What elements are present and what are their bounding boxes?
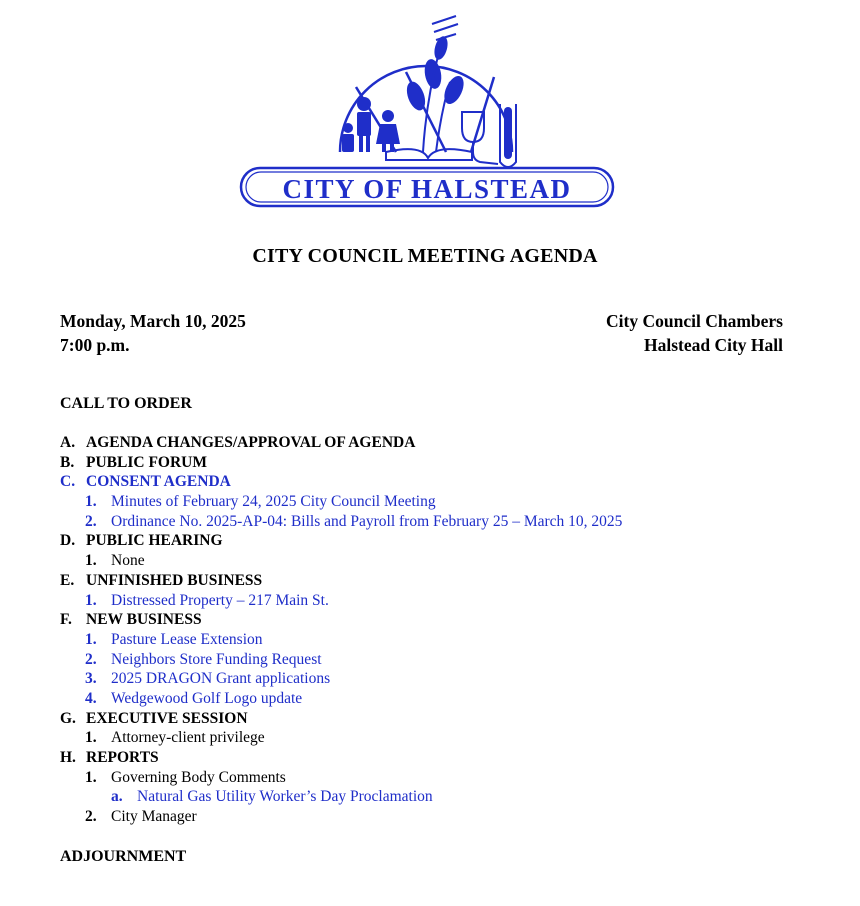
item-number: 1. (85, 729, 97, 747)
item-number: 2. (85, 512, 97, 530)
item-text: 2025 DRAGON Grant applications (111, 670, 331, 688)
section-letter: D. (60, 532, 76, 550)
item-text: Minutes of February 24, 2025 City Council Meeting (111, 493, 436, 511)
item-text: Wedgewood Golf Logo update (111, 689, 303, 707)
section-letter: F. (60, 611, 72, 629)
item-text: Ordinance No. 2025-AP-04: Bills and Payroll from February 25 – March 10, 2025 (111, 512, 623, 530)
section-title: REPORTS (86, 749, 159, 766)
section-letter: H. (60, 749, 76, 766)
subitem-text: Natural Gas Utility Worker’s Day Proclamation (137, 788, 433, 806)
item-number: 1. (85, 493, 97, 511)
item-number: 1. (85, 552, 97, 570)
section-letter: G. (60, 709, 76, 727)
section-letter: B. (60, 453, 75, 471)
section-title: NEW BUSINESS (86, 611, 202, 629)
item-number: 1. (85, 591, 97, 609)
section-title: AGENDA CHANGES/APPROVAL OF AGENDA (86, 434, 416, 451)
item-number: 3. (85, 670, 97, 688)
item-number: 1. (85, 630, 97, 648)
section-letter: A. (60, 434, 76, 451)
item-number: 2. (85, 808, 97, 826)
item-text: City Manager (111, 808, 197, 826)
page-title: CITY COUNCIL MEETING AGENDA (252, 245, 598, 267)
item-number: 4. (85, 689, 97, 707)
item-number: 2. (85, 650, 97, 668)
meeting-room: City Council Chambers (606, 311, 783, 331)
adjournment-heading: ADJOURNMENT (60, 848, 187, 865)
section-title: UNFINISHED BUSINESS (86, 571, 263, 589)
section-title: CONSENT AGENDA (86, 473, 231, 491)
meeting-building: Halstead City Hall (643, 335, 783, 355)
item-text: Neighbors Store Funding Request (111, 650, 322, 668)
meeting-date: Monday, March 10, 2025 (60, 311, 246, 331)
section-title: PUBLIC FORUM (86, 453, 207, 471)
city-of-halstead-logo (236, 12, 618, 212)
item-text: Governing Body Comments (111, 768, 286, 786)
meeting-datetime (60, 309, 246, 357)
item-text: None (111, 552, 145, 570)
item-text: Attorney-client privilege (111, 729, 265, 747)
section-title: PUBLIC HEARING (86, 532, 223, 550)
section-letter: C. (60, 473, 76, 491)
item-number: 1. (85, 768, 97, 786)
subitem-letter: a. (111, 788, 123, 806)
item-text: Distressed Property – 217 Main St. (111, 591, 329, 609)
meeting-time: 7:00 p.m. (60, 335, 130, 355)
section-letter: E. (60, 571, 75, 589)
call-to-order-heading: CALL TO ORDER (60, 395, 192, 412)
logo-text: CITY OF HALSTEAD (282, 174, 572, 204)
section-title: EXECUTIVE SESSION (86, 709, 248, 727)
meeting-location (606, 309, 783, 357)
item-text: Pasture Lease Extension (111, 630, 263, 648)
